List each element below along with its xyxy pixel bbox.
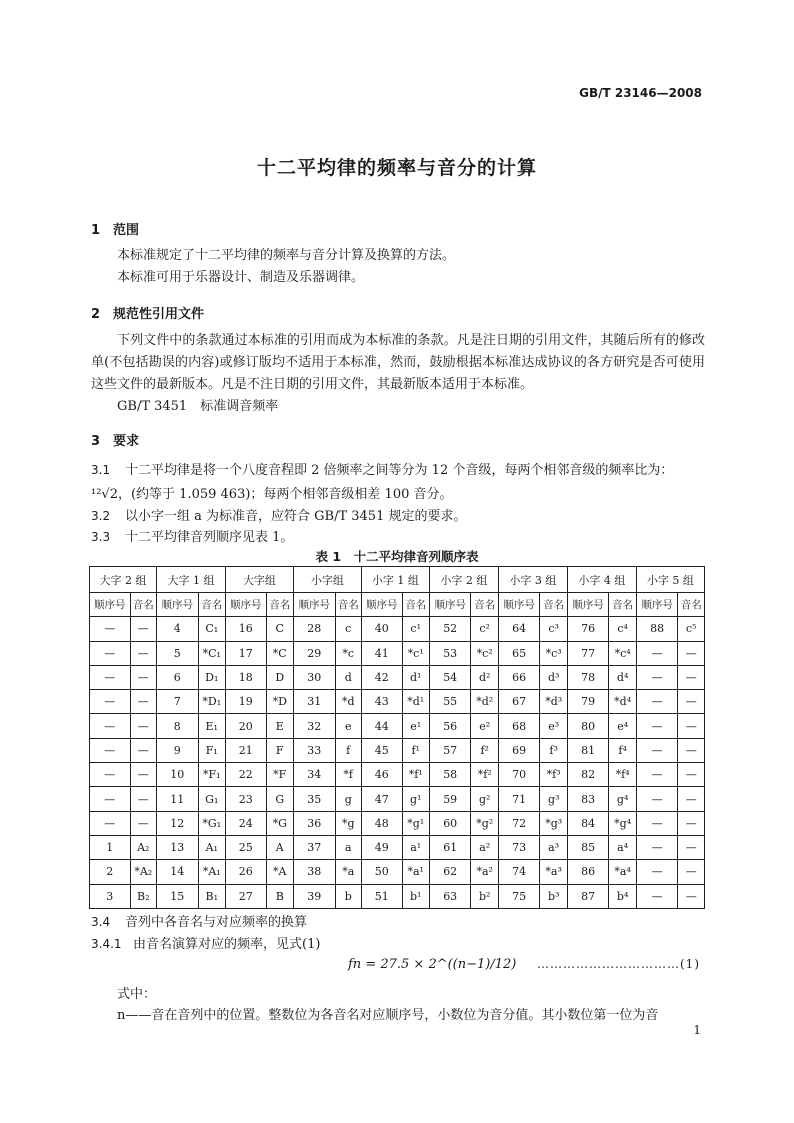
pitch-name-cell: e³ <box>540 714 567 738</box>
pitch-name-cell: *D₁ <box>198 690 225 714</box>
seq-cell: — <box>636 860 678 884</box>
table-row <box>90 787 705 811</box>
seq-cell: 84 <box>567 811 609 835</box>
clause-text: 十二平均律音列顺序见表 1。 <box>125 530 294 545</box>
pitch-name-cell: g <box>335 787 361 811</box>
pitch-name-cell: e² <box>471 714 498 738</box>
pitch-name-cell: *c¹ <box>402 641 429 665</box>
seq-cell: 52 <box>429 617 471 641</box>
seq-cell: 23 <box>225 787 266 811</box>
pitch-name-cell: — <box>130 787 156 811</box>
seq-cell: 75 <box>498 884 540 908</box>
pitch-name-cell: *C <box>266 641 293 665</box>
pitch-name-cell: f¹ <box>402 738 429 762</box>
name-column-header: 音名 <box>678 593 705 617</box>
table-row <box>90 738 705 762</box>
name-column-header: 音名 <box>471 593 498 617</box>
pitch-name-cell: *G <box>266 811 293 835</box>
pitch-name-cell: b¹ <box>402 884 429 908</box>
seq-cell: 40 <box>361 617 402 641</box>
pitch-name-cell: — <box>130 811 156 835</box>
seq-cell: — <box>90 738 131 762</box>
section-title: 要求 <box>113 434 140 449</box>
pitch-name-cell: d¹ <box>402 665 429 689</box>
name-column-header: 音名 <box>402 593 429 617</box>
seq-column-header: 顺序号 <box>498 593 540 617</box>
group-header: 大字组 <box>225 567 293 593</box>
seq-cell: — <box>636 787 678 811</box>
seq-cell: 38 <box>293 860 335 884</box>
pitch-name-cell: *c² <box>471 641 498 665</box>
pitch-name-cell: *f³ <box>540 763 567 787</box>
table-row <box>90 617 705 641</box>
section-3-heading <box>91 430 139 449</box>
seq-cell: 72 <box>498 811 540 835</box>
pitch-name-cell: *a⁴ <box>609 860 636 884</box>
pitch-name-cell: — <box>130 763 156 787</box>
seq-cell: 69 <box>498 738 540 762</box>
table-group-header <box>90 567 705 593</box>
pitch-name-cell: — <box>130 617 156 641</box>
name-column-header: 音名 <box>540 593 567 617</box>
seq-cell: 64 <box>498 617 540 641</box>
pitch-name-cell: g³ <box>540 787 567 811</box>
clause-number: 3.4.1 <box>91 937 122 951</box>
seq-cell: 41 <box>361 641 402 665</box>
pitch-name-cell: g¹ <box>402 787 429 811</box>
seq-cell: 57 <box>429 738 471 762</box>
seq-cell: 87 <box>567 884 609 908</box>
pitch-name-cell: B₂ <box>130 884 156 908</box>
seq-cell: 26 <box>225 860 266 884</box>
pitch-name-cell: f² <box>471 738 498 762</box>
seq-cell: 16 <box>225 617 266 641</box>
pitch-name-cell: B <box>266 884 293 908</box>
seq-cell: 86 <box>567 860 609 884</box>
group-header: 小字 4 组 <box>567 567 636 593</box>
seq-cell: 31 <box>293 690 335 714</box>
section-2-paragraph: 下列文件中的条款通过本标准的引用而成为本标准的条款。凡是注日期的引用文件，其随后所有的修改单(不包括勘误的内容)或修订版均不适用于本标准，然而，鼓励根据本标准达成协议的各方研究是否可使用这些文件的最新版本。凡是不注日期的引用文件，其最新版本适用于本标准。 <box>91 333 705 392</box>
pitch-name-cell: — <box>130 690 156 714</box>
pitch-name-cell: *g⁴ <box>609 811 636 835</box>
pitch-name-cell: f <box>335 738 361 762</box>
pitch-name-cell: g⁴ <box>609 787 636 811</box>
seq-cell: 25 <box>225 835 266 859</box>
pitch-name-cell: A <box>266 835 293 859</box>
seq-cell: 14 <box>156 860 198 884</box>
pitch-name-cell: a⁴ <box>609 835 636 859</box>
pitch-name-cell: e¹ <box>402 714 429 738</box>
name-column-header: 音名 <box>130 593 156 617</box>
pitch-name-cell: d <box>335 665 361 689</box>
pitch-name-cell: F <box>266 738 293 762</box>
table-row <box>90 763 705 787</box>
page-number: 1 <box>693 1023 701 1037</box>
pitch-name-cell: — <box>130 738 156 762</box>
seq-cell: 9 <box>156 738 198 762</box>
pitch-name-cell: *c⁴ <box>609 641 636 665</box>
pitch-name-cell: a² <box>471 835 498 859</box>
clause-3-1-continued: ¹²√2，(约等于 1.059 463)；每两个相邻音级相差 100 音分。 <box>91 487 453 502</box>
seq-column-header: 顺序号 <box>361 593 402 617</box>
clause-number: 3.1 <box>91 463 111 477</box>
seq-cell: 2 <box>90 860 131 884</box>
pitch-name-cell: c³ <box>540 617 567 641</box>
seq-cell: 55 <box>429 690 471 714</box>
clause-3-4-1 <box>91 933 320 952</box>
seq-cell: — <box>636 763 678 787</box>
table-row <box>90 860 705 884</box>
clause-text: 由音名演算对应的频率，见式(1) <box>133 937 321 952</box>
pitch-name-cell: B₁ <box>198 884 225 908</box>
seq-cell: 60 <box>429 811 471 835</box>
section-2-heading <box>91 303 204 322</box>
seq-cell: 13 <box>156 835 198 859</box>
seq-cell: 5 <box>156 641 198 665</box>
seq-cell: — <box>90 763 131 787</box>
seq-cell: — <box>90 665 131 689</box>
pitch-name-cell: a <box>335 835 361 859</box>
seq-cell: 8 <box>156 714 198 738</box>
pitch-name-cell: — <box>678 738 705 762</box>
clause-number: 3.2 <box>91 509 111 523</box>
pitch-name-cell: g² <box>471 787 498 811</box>
seq-cell: 30 <box>293 665 335 689</box>
seq-cell: 24 <box>225 811 266 835</box>
pitch-name-cell: *g <box>335 811 361 835</box>
seq-cell: 6 <box>156 665 198 689</box>
pitch-name-cell: *a² <box>471 860 498 884</box>
pitch-name-cell: *d² <box>471 690 498 714</box>
seq-cell: 46 <box>361 763 402 787</box>
pitch-name-cell: *G₁ <box>198 811 225 835</box>
pitch-name-cell: e⁴ <box>609 714 636 738</box>
table-row <box>90 641 705 665</box>
pitch-name-cell: — <box>678 714 705 738</box>
clause-text: 十二平均律是将一个八度音程即 2 倍频率之间等分为 12 个音级，每两个相邻音级的频率比为： <box>125 463 674 478</box>
section-title: 规范性引用文件 <box>113 307 205 322</box>
table-row <box>90 811 705 835</box>
pitch-name-cell: *D <box>266 690 293 714</box>
pitch-name-cell: — <box>130 665 156 689</box>
pitch-name-cell: *A <box>266 860 293 884</box>
document-title: 十二平均律的频率与音分的计算 <box>256 157 537 179</box>
group-header: 小字 1 组 <box>361 567 429 593</box>
seq-cell: 77 <box>567 641 609 665</box>
seq-cell: 48 <box>361 811 402 835</box>
seq-cell: 82 <box>567 763 609 787</box>
seq-cell: 33 <box>293 738 335 762</box>
seq-cell: 61 <box>429 835 471 859</box>
seq-cell: — <box>90 714 131 738</box>
clause-number: 3.3 <box>91 530 111 544</box>
table-row <box>90 884 705 908</box>
seq-cell: 29 <box>293 641 335 665</box>
frequency-formula: fn = 27.5 × 2^((n−1)/12) <box>348 957 517 972</box>
seq-cell: 36 <box>293 811 335 835</box>
pitch-name-cell: — <box>130 714 156 738</box>
pitch-name-cell: d⁴ <box>609 665 636 689</box>
seq-cell: 63 <box>429 884 471 908</box>
pitch-name-cell: — <box>130 641 156 665</box>
seq-cell: 66 <box>498 665 540 689</box>
seq-cell: — <box>90 787 131 811</box>
seq-cell: 65 <box>498 641 540 665</box>
seq-cell: 51 <box>361 884 402 908</box>
group-header: 小字组 <box>293 567 361 593</box>
pitch-name-cell: C <box>266 617 293 641</box>
pitch-name-cell: *f² <box>471 763 498 787</box>
variable-n-definition: n——音在音列中的位置。整数位为各音名对应顺序号，小数位为音分值。其小数位第一位为音 <box>117 1008 659 1023</box>
section-number: 1 <box>91 223 101 238</box>
seq-cell: 17 <box>225 641 266 665</box>
seq-column-header: 顺序号 <box>156 593 198 617</box>
seq-cell: — <box>636 641 678 665</box>
pitch-name-cell: *g¹ <box>402 811 429 835</box>
table-row <box>90 665 705 689</box>
pitch-name-cell: *c³ <box>540 641 567 665</box>
seq-column-header: 顺序号 <box>225 593 266 617</box>
seq-cell: 83 <box>567 787 609 811</box>
standard-number: GB/T 23146—2008 <box>579 86 702 100</box>
pitch-name-cell: *A₁ <box>198 860 225 884</box>
group-header: 小字 3 组 <box>498 567 567 593</box>
seq-cell: 44 <box>361 714 402 738</box>
pitch-name-cell: D₁ <box>198 665 225 689</box>
seq-cell: 85 <box>567 835 609 859</box>
pitch-name-cell: b⁴ <box>609 884 636 908</box>
pitch-name-cell: *d¹ <box>402 690 429 714</box>
clause-text: 音列中各音名与对应频率的换算 <box>125 915 308 930</box>
name-column-header: 音名 <box>266 593 293 617</box>
pitch-name-cell: *A₂ <box>130 860 156 884</box>
section-title: 范围 <box>113 223 140 238</box>
pitch-name-cell: *f⁴ <box>609 763 636 787</box>
seq-cell: 68 <box>498 714 540 738</box>
table-caption: 表 1 十二平均律音列顺序表 <box>315 549 479 564</box>
seq-cell: 70 <box>498 763 540 787</box>
seq-cell: — <box>90 641 131 665</box>
pitch-name-cell: *C₁ <box>198 641 225 665</box>
pitch-name-cell: *g² <box>471 811 498 835</box>
pitch-name-cell: — <box>678 763 705 787</box>
pitch-name-cell: *a¹ <box>402 860 429 884</box>
seq-cell: 79 <box>567 690 609 714</box>
table-row <box>90 690 705 714</box>
seq-cell: — <box>636 884 678 908</box>
pitch-name-cell: E₁ <box>198 714 225 738</box>
seq-cell: 56 <box>429 714 471 738</box>
pitch-name-cell: — <box>678 860 705 884</box>
pitch-name-cell: — <box>678 811 705 835</box>
group-header: 小字 5 组 <box>636 567 704 593</box>
seq-cell: 49 <box>361 835 402 859</box>
seq-cell: — <box>636 665 678 689</box>
seq-cell: — <box>636 714 678 738</box>
section-number: 3 <box>91 434 101 449</box>
table-column-header <box>90 593 705 617</box>
seq-cell: 42 <box>361 665 402 689</box>
seq-cell: 62 <box>429 860 471 884</box>
seq-cell: 74 <box>498 860 540 884</box>
pitch-name-cell: c⁴ <box>609 617 636 641</box>
seq-cell: 54 <box>429 665 471 689</box>
seq-cell: — <box>636 835 678 859</box>
seq-cell: 35 <box>293 787 335 811</box>
pitch-name-cell: *F₁ <box>198 763 225 787</box>
pitch-name-cell: D <box>266 665 293 689</box>
seq-cell: 43 <box>361 690 402 714</box>
pitch-name-cell: F₁ <box>198 738 225 762</box>
pitch-name-cell: a¹ <box>402 835 429 859</box>
pitch-sequence-table <box>89 566 705 909</box>
seq-cell: 50 <box>361 860 402 884</box>
where-label: 式中： <box>117 987 157 1002</box>
seq-cell: — <box>90 617 131 641</box>
pitch-name-cell: a³ <box>540 835 567 859</box>
clause-3-2 <box>91 505 467 524</box>
seq-column-header: 顺序号 <box>636 593 678 617</box>
seq-cell: — <box>90 690 131 714</box>
seq-cell: 27 <box>225 884 266 908</box>
seq-cell: 81 <box>567 738 609 762</box>
seq-cell: 19 <box>225 690 266 714</box>
clause-3-3 <box>91 526 293 545</box>
seq-cell: 78 <box>567 665 609 689</box>
seq-cell: 88 <box>636 617 678 641</box>
seq-cell: 21 <box>225 738 266 762</box>
group-header: 小字 2 组 <box>429 567 498 593</box>
pitch-name-cell: G₁ <box>198 787 225 811</box>
seq-cell: 67 <box>498 690 540 714</box>
seq-cell: 71 <box>498 787 540 811</box>
seq-cell: 53 <box>429 641 471 665</box>
seq-cell: 76 <box>567 617 609 641</box>
seq-cell: 47 <box>361 787 402 811</box>
pitch-name-cell: d³ <box>540 665 567 689</box>
seq-cell: 80 <box>567 714 609 738</box>
pitch-name-cell: C₁ <box>198 617 225 641</box>
pitch-name-cell: f³ <box>540 738 567 762</box>
seq-cell: 18 <box>225 665 266 689</box>
normative-reference: GB/T 3451 标准调音频率 <box>117 399 279 414</box>
seq-cell: 37 <box>293 835 335 859</box>
seq-cell: 15 <box>156 884 198 908</box>
seq-cell: — <box>636 690 678 714</box>
clause-3-1 <box>91 459 673 478</box>
pitch-name-cell: c⁵ <box>678 617 705 641</box>
pitch-name-cell: *a <box>335 860 361 884</box>
seq-column-header: 顺序号 <box>90 593 131 617</box>
seq-cell: 34 <box>293 763 335 787</box>
pitch-name-cell: *f <box>335 763 361 787</box>
name-column-header: 音名 <box>335 593 361 617</box>
seq-cell: 1 <box>90 835 131 859</box>
pitch-name-cell: b³ <box>540 884 567 908</box>
section-1-paragraph-1: 本标准规定了十二平均律的频率与音分计算及换算的方法。 <box>117 248 456 263</box>
table-body <box>90 617 705 909</box>
pitch-name-cell: d² <box>471 665 498 689</box>
section-1-paragraph-2: 本标准可用于乐器设计、制造及乐器调律。 <box>117 270 365 285</box>
seq-cell: 32 <box>293 714 335 738</box>
seq-cell: 10 <box>156 763 198 787</box>
clause-number: 3.4 <box>91 915 111 929</box>
seq-cell: 12 <box>156 811 198 835</box>
pitch-name-cell: *d <box>335 690 361 714</box>
pitch-name-cell: b² <box>471 884 498 908</box>
pitch-name-cell: *g³ <box>540 811 567 835</box>
seq-cell: — <box>90 811 131 835</box>
seq-column-header: 顺序号 <box>567 593 609 617</box>
pitch-name-cell: c² <box>471 617 498 641</box>
pitch-name-cell: *c <box>335 641 361 665</box>
pitch-name-cell: *F <box>266 763 293 787</box>
seq-cell: 39 <box>293 884 335 908</box>
group-header: 大字 1 组 <box>156 567 225 593</box>
pitch-name-cell: — <box>678 884 705 908</box>
seq-cell: 59 <box>429 787 471 811</box>
seq-cell: 28 <box>293 617 335 641</box>
name-column-header: 音名 <box>198 593 225 617</box>
group-header: 大字 2 组 <box>90 567 157 593</box>
pitch-name-cell: E <box>266 714 293 738</box>
pitch-name-cell: c¹ <box>402 617 429 641</box>
seq-cell: 11 <box>156 787 198 811</box>
pitch-name-cell: — <box>678 690 705 714</box>
pitch-name-cell: b <box>335 884 361 908</box>
section-1-heading <box>91 219 139 238</box>
seq-cell: 58 <box>429 763 471 787</box>
pitch-name-cell: e <box>335 714 361 738</box>
seq-column-header: 顺序号 <box>429 593 471 617</box>
pitch-name-cell: c <box>335 617 361 641</box>
pitch-name-cell: — <box>678 665 705 689</box>
pitch-name-cell: A₁ <box>198 835 225 859</box>
seq-cell: 3 <box>90 884 131 908</box>
seq-cell: 45 <box>361 738 402 762</box>
seq-column-header: 顺序号 <box>293 593 335 617</box>
clause-text: 以小字一组 a 为标准音，应符合 GB/T 3451 规定的要求。 <box>125 509 467 524</box>
pitch-name-cell: — <box>678 835 705 859</box>
pitch-name-cell: *f¹ <box>402 763 429 787</box>
seq-cell: 22 <box>225 763 266 787</box>
pitch-name-cell: G <box>266 787 293 811</box>
table-row <box>90 714 705 738</box>
seq-cell: — <box>636 811 678 835</box>
seq-cell: 7 <box>156 690 198 714</box>
seq-cell: 73 <box>498 835 540 859</box>
clause-3-4 <box>91 911 307 930</box>
pitch-name-cell: *d³ <box>540 690 567 714</box>
pitch-name-cell: f⁴ <box>609 738 636 762</box>
pitch-name-cell: *d⁴ <box>609 690 636 714</box>
seq-cell: 20 <box>225 714 266 738</box>
table-row <box>90 835 705 859</box>
section-number: 2 <box>91 307 101 322</box>
name-column-header: 音名 <box>609 593 636 617</box>
seq-cell: — <box>636 738 678 762</box>
pitch-name-cell: — <box>678 787 705 811</box>
seq-cell: 4 <box>156 617 198 641</box>
pitch-name-cell: — <box>678 641 705 665</box>
pitch-name-cell: A₂ <box>130 835 156 859</box>
pitch-name-cell: *a³ <box>540 860 567 884</box>
formula-reference: ……………………………(1) <box>537 957 700 971</box>
